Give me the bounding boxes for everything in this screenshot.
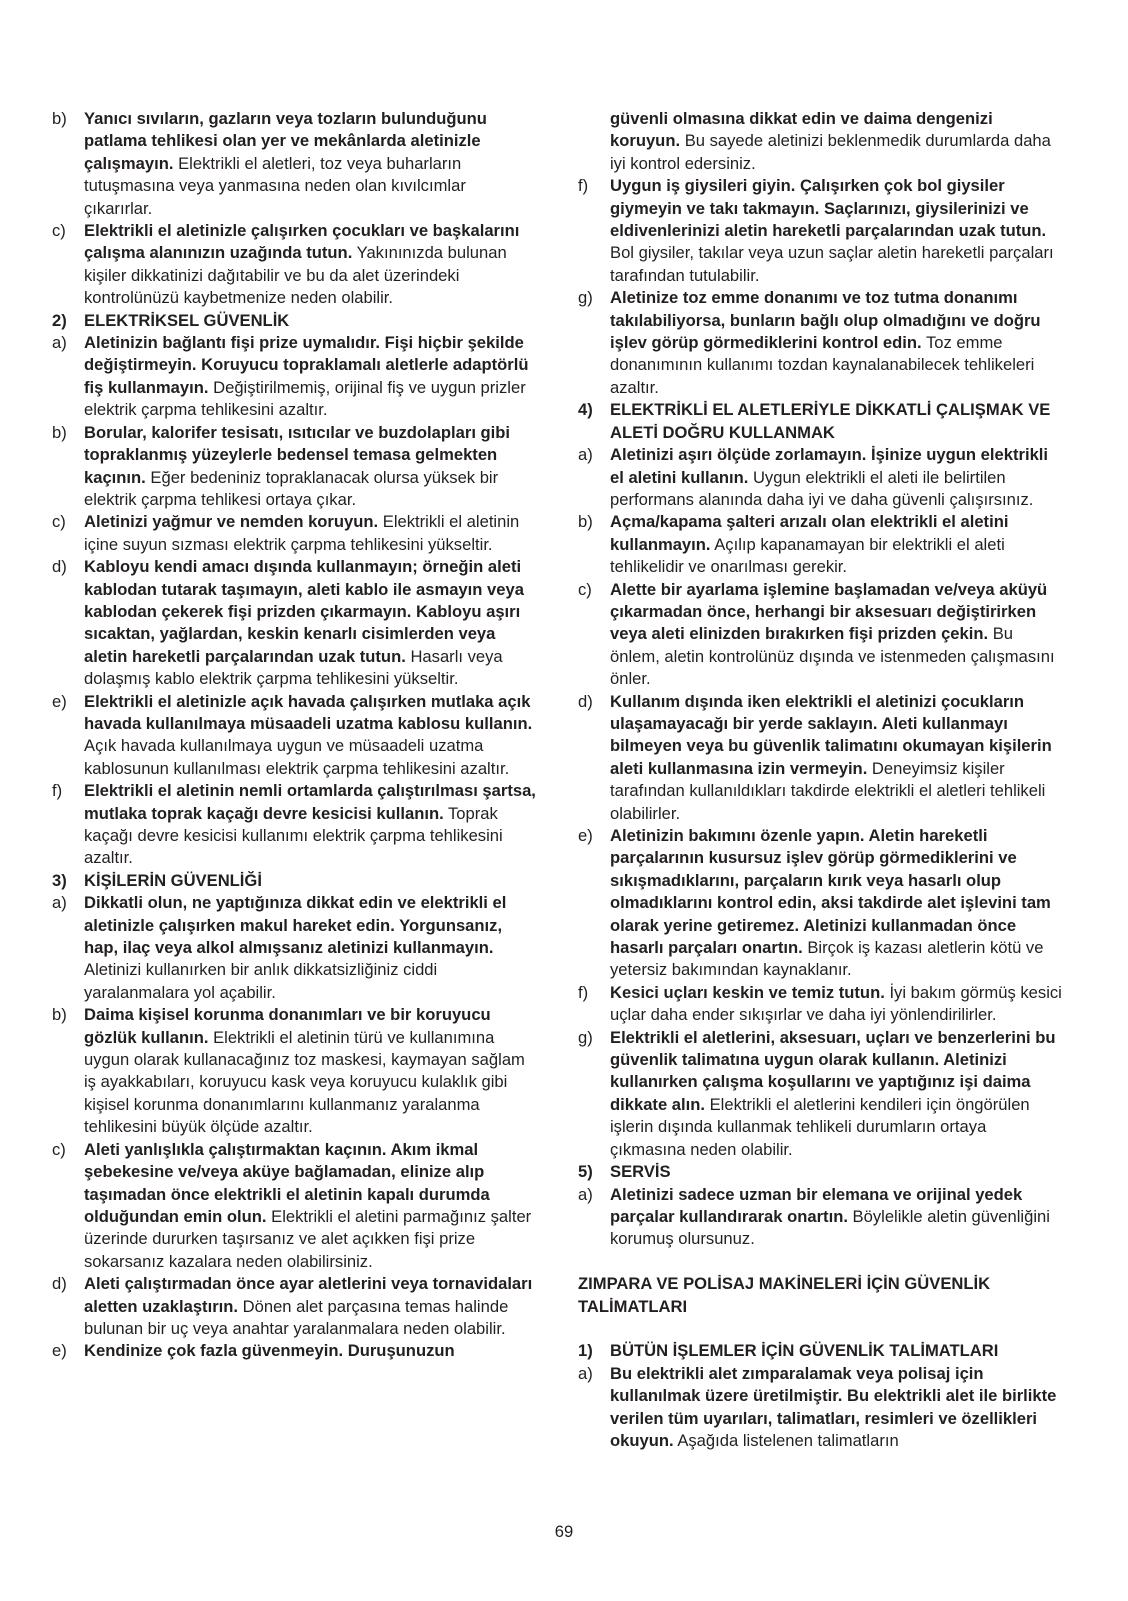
- item-label: 3): [52, 870, 67, 890]
- bold-text: Kendinize çok fazla güvenmeyin. Duruşunuzun: [84, 1341, 455, 1361]
- item-label: c): [52, 512, 66, 532]
- item-label: e): [578, 826, 593, 845]
- chapter-heading: [578, 1273, 1064, 1318]
- spacer: [578, 1318, 1064, 1340]
- bold-text: Aleti yanlışlıkla çalıştırmaktan kaçının. Akım ikmal şebekesine ve/veya aküye bağlamadan, elinize alıp taşımadan önce elektrikli el aletinin kapalı durumda olduğundan emin olun.: [84, 1139, 490, 1226]
- body-text: Birçok iş kazası aletlerin kötü ve yetersiz bakımından kaynaklanır.: [610, 938, 1044, 980]
- page-number: 69: [554, 1522, 574, 1541]
- section-heading: [578, 1161, 1064, 1183]
- body-text: Elektrikli el aletlerini kendileri için öngörülen işlerin dışında kullanmak tehlikeli durumların ortaya çıkmasına neden olabilir.: [610, 1094, 1030, 1159]
- item-label: c): [52, 221, 66, 241]
- bold-text: Bu elektrikli alet zımparalamak veya polisaj için kullanılmak üzere üretilmiştir. Bu elektrikli alet ile birlikte verilen tüm uyarıları, talimatları, resimleri ve özellikleri okuyun.: [610, 1363, 1057, 1450]
- bold-text: Kabloyu kendi amacı dışında kullanmayın; örneğin aleti kablodan tutarak taşımayın, aleti kablo ile asmayın veya kablodan çekerek fişi prizden çıkarmayın. Kabloyu aşırı sıcaktan, yağlardan, keskin kenarlı cisimlerden veya aletin hareketli parçalarından uzak tutun.: [84, 557, 524, 666]
- list-item: [52, 691, 538, 781]
- list-item: [578, 982, 1064, 1027]
- item-label: c): [52, 1139, 66, 1159]
- list-item: [52, 108, 538, 220]
- bold-text: Açma/kapama şalteri arızalı olan elektrikli el aletini kullanmayın.: [610, 512, 1009, 554]
- item-label: b): [52, 422, 67, 442]
- list-item: [52, 511, 538, 556]
- item-label: e): [52, 1341, 67, 1361]
- item-label: a): [52, 333, 67, 353]
- bold-text: Aletinizin bağlantı fişi prize uymalıdır. Fişi hiçbir şekilde değiştirmeyin. Koruyucu topraklamalı aletlerle adaptörlü fiş kullanmayın.: [84, 333, 529, 397]
- body-text: Dönen alet parçasına temas halinde bulunan bir uç veya anahtar yaralanmalara neden olabilir.: [84, 1296, 509, 1338]
- list-item: [52, 556, 538, 690]
- body-text: Elektrikli el aletinin türü ve kullanımına uygun olarak kullanacağınız toz maskesi, kaymayan sağlam iş ayakkabıları, koruyucu kask veya koruyucu kulaklık gibi kişisel korunma donanımlarını kullanmanız yaralanma tehlikesini büyük ölçüde azaltır.: [84, 1027, 525, 1137]
- bold-text: Aletinizin bakımını özenle yapın. Aletin hareketli parçalarının kusursuz işlev görüp görmediklerini ve sıkışmadıklarını, parçaların kırık veya hasarlı olup olmadıklarını kontrol edin, aksi takdirde alet işlevini tam olarak yerine getiremez. Aletinizi kullanmadan önce hasarlı parçaları onartın.: [610, 826, 1051, 958]
- body-text: İyi bakım görmüş kesici uçlar daha ender sıkışırlar ve daha iyi yönlendirilirler.: [610, 982, 1062, 1025]
- bold-text: güvenli olmasına dikkat edin ve daima dengenizi koruyun.: [610, 109, 993, 151]
- bold-text: Dikkatli olun, ne yaptığınıza dikkat edin ve elektrikli el aletinizle çalışırken makul hareket edin. Yorgunsanız, hap, ilaç veya alkol almışsanız aletinizi kullanmayın.: [84, 893, 507, 958]
- body-text: Uygun elektrikli el aleti ile belirtilen performans alanında daha iyi ve daha güvenli çalışırsınız.: [610, 467, 1034, 509]
- list-item: [578, 1027, 1064, 1161]
- bold-text: Alette bir ayarlama işlemine başlamadan ve/veya aküyü çıkarmadan önce, herhangi bir aksesuarı değiştirirken veya aleti elinizden bırakırken fişi prizden çekin.: [610, 579, 1048, 644]
- list-item: [52, 780, 538, 870]
- item-label: c): [578, 579, 592, 599]
- item-label: a): [578, 1363, 593, 1383]
- item-label: a): [578, 445, 593, 465]
- list-item: [578, 175, 1064, 287]
- list-item: [578, 579, 1064, 691]
- item-label: 2): [52, 310, 67, 330]
- bold-text: Elektrikli el aletinin nemli ortamlarda çalıştırılması şartsa, mutlaka toprak kaçağı devre kesicisi kullanın.: [84, 781, 536, 823]
- section-heading: [578, 399, 1064, 444]
- body-text: Aletinizi kullanırken bir anlık dikkatsizliğiniz ciddi yaralanmalara yol açabilir.: [84, 960, 438, 1002]
- bold-text: Aletinizi sadece uzman bir elemana ve orijinal yedek parçalar kullandırarak onartın.: [610, 1184, 1023, 1226]
- bold-text: Elektrikli el aletlerini, aksesuarı, uçları ve benzerlerini bu güvenlik talimatına uygun olarak kullanın. Aletinizi kullanırken çalışma koşullarını ve yaptığınız işi daima dikkate alın.: [610, 1027, 1056, 1114]
- bold-text: ELEKTRİKSEL GÜVENLİK: [84, 310, 290, 330]
- item-label: g): [578, 1027, 593, 1047]
- item-label: d): [52, 1274, 67, 1294]
- item-label: g): [578, 288, 593, 308]
- body-text: Aşağıda listelenen talimatların: [673, 1430, 899, 1450]
- body-text: Yakınınızda bulunan kişiler dikkatinizi dağıtabilir ve bu da alet üzerindeki kontrolünüzü kaybetmenize neden olabilir.: [84, 243, 507, 308]
- body-text: Deneyimsiz kişiler tarafından kullanıldıkları takdirde elektrikli el aletleri tehlikeli olabilirler.: [610, 758, 1046, 823]
- bold-text: Borular, kalorifer tesisatı, ısıtıcılar ve buzdolapları gibi topraklanmış yüzeylerle bedensel temasa gelmekten kaçının.: [84, 422, 511, 487]
- section-heading: [578, 1340, 1064, 1362]
- bold-text: Kesici uçları keskin ve temiz tutun.: [610, 982, 885, 1002]
- body-text: Elektrikli el aletini parmağınız şalter üzerinde dururken taşırsanız ve alet açıkken fişi prize sokarsanız kazalara neden olabilirsiniz.: [84, 1206, 532, 1271]
- list-item: [578, 511, 1064, 578]
- list-item: [578, 691, 1064, 825]
- item-label: d): [52, 557, 67, 577]
- body-text: Bu sayede aletinizi beklenmedik durumlarda daha iyi kontrol edersiniz.: [610, 131, 1051, 173]
- spacer: [578, 1251, 1064, 1273]
- bold-text: ZIMPARA VE POLİSAJ MAKİNELERİ İÇİN GÜVENLİK TALİMATLARI: [578, 1274, 991, 1316]
- item-label: a): [52, 893, 67, 913]
- body-text: Açık havada kullanılmaya uygun ve müsaadeli uzatma kablosunun kullanılması elektrik çarpma tehlikesini azaltır.: [84, 736, 510, 778]
- bold-text: SERVİS: [610, 1162, 671, 1182]
- list-item: [578, 1184, 1064, 1251]
- item-label: f): [52, 781, 63, 801]
- body-text: Toprak kaçağı devre kesicisi kullanımı elektrik çarpma tehlikesini azaltır.: [84, 803, 503, 868]
- bold-text: Aletinizi yağmur ve nemden koruyun.: [84, 512, 379, 532]
- item-label: b): [578, 512, 593, 532]
- bold-text: Aleti çalıştırmadan önce ayar aletlerini veya tornavidaları aletten uzaklaştırın.: [84, 1274, 533, 1316]
- item-label: f): [578, 982, 589, 1002]
- bold-text: Yanıcı sıvıların, gazların veya tozların bulunduğunu patlama tehlikesi olan yer ve mekânlarda aletinizle çalışmayın.: [84, 109, 487, 173]
- bold-text: KİŞİLERİN GÜVENLİĞİ: [84, 870, 262, 890]
- bold-text: Uygun iş giysileri giyin. Çalışırken çok bol giysiler giymeyin ve takı takmayın. Saçlarınızı, giysilerinizi ve eldivenlerinizi aletin hareketli parçalarından uzak tutun.: [610, 176, 1047, 241]
- list-item: [52, 1340, 538, 1362]
- list-item: [52, 220, 538, 310]
- item-label: 1): [578, 1341, 593, 1361]
- body-text: Değiştirilmemiş, orijinal fiş ve uygun prizler elektrik çarpma tehlikesini azaltır.: [84, 377, 526, 420]
- section-heading: [52, 310, 538, 332]
- bold-text: Elektrikli el aletinizle açık havada çalışırken mutlaka açık havada kullanılmaya müsaadeli uzatma kablosu kullanın.: [84, 691, 533, 733]
- item-label: b): [52, 1005, 67, 1025]
- bold-text: Aletinizi aşırı ölçüde zorlamayın. İşinize uygun elektrikli el aletini kullanın.: [610, 445, 1049, 487]
- body-text: Eğer bedeniniz topraklanacak olursa yüksek bir elektrik çarpma tehlikesi ortaya çıkar.: [84, 467, 499, 509]
- item-label: 4): [578, 400, 593, 420]
- list-item: [578, 287, 1064, 399]
- item-label: b): [52, 109, 67, 128]
- section-heading: [52, 870, 538, 892]
- bold-text: Kullanım dışında iken elektrikli el aletinizi çocukların ulaşamayacağı bir yerde saklayın. Aleti kullanmayı bilmeyen veya bu güvenlik talimatını okumayan kişilerin aleti kullanmasına izin vermeyin.: [610, 691, 1052, 778]
- body-text: Bol giysiler, takılar veya uzun saçlar aletin hareketli parçaları tarafından tutulabilir.: [610, 243, 1054, 285]
- list-item: [52, 892, 538, 1004]
- list-item: [52, 332, 538, 422]
- item-label: a): [578, 1184, 593, 1204]
- item-label: d): [578, 691, 593, 711]
- bold-text: Elektrikli el aletinizle çalışırken çocukları ve başkalarını çalışma alanınızın uzağında tutun.: [84, 221, 520, 263]
- body-text: Bu önlem, aletin kontrolünüz dışında ve istenmeden çalışmasını önler.: [610, 624, 1055, 689]
- bold-text: Aletinize toz emme donanımı ve toz tutma donanımı takılabiliyorsa, bunların bağlı olup olmadığını ve doğru işlev görüp görmediklerini kontrol edin.: [610, 288, 1041, 353]
- list-item: [578, 108, 1064, 175]
- bold-text: Daima kişisel korunma donanımları ve bir koruyucu gözlük kullanın.: [84, 1005, 491, 1047]
- item-label: f): [578, 176, 589, 196]
- right-column: [578, 108, 1064, 1452]
- list-item: [578, 1363, 1064, 1453]
- list-item: [578, 825, 1064, 982]
- bold-text: BÜTÜN İŞLEMLER İÇİN GÜVENLİK TALİMATLARI: [610, 1341, 999, 1361]
- body-text: Elektrikli el aletinin içine suyun sızması elektrik çarpma tehlikesini yükseltir.: [84, 512, 520, 554]
- body-text: Hasarlı veya dolaşmış kablo elektrik çarpma tehlikesini yükseltir.: [84, 646, 503, 689]
- body-text: Böylelikle aletin güvenliğini korumuş olursunuz.: [610, 1206, 1050, 1249]
- item-label: e): [52, 691, 67, 711]
- list-item: [52, 1004, 538, 1138]
- list-item: [578, 444, 1064, 511]
- body-text: Açılıp kapanamayan bir elektrikli el aleti tehlikelidir ve onarılması gerekir.: [610, 534, 1005, 577]
- list-item: [52, 1273, 538, 1340]
- bold-text: ELEKTRİKLİ EL ALETLERİYLE DİKKATLİ ÇALIŞMAK VE ALETİ DOĞRU KULLANMAK: [610, 400, 1051, 442]
- list-item: [52, 1139, 538, 1273]
- list-item: [52, 422, 538, 512]
- body-text: Toz emme donanımının kullanımı tozdan kaynalanabilecek tehlikeleri azaltır.: [610, 333, 1035, 397]
- left-column: [52, 108, 538, 1363]
- item-label: 5): [578, 1162, 593, 1182]
- body-text: Elektrikli el aletleri, toz veya buharların tutuşmasına veya yanmasına neden olan kıvılcımlar çıkarırlar.: [84, 153, 466, 218]
